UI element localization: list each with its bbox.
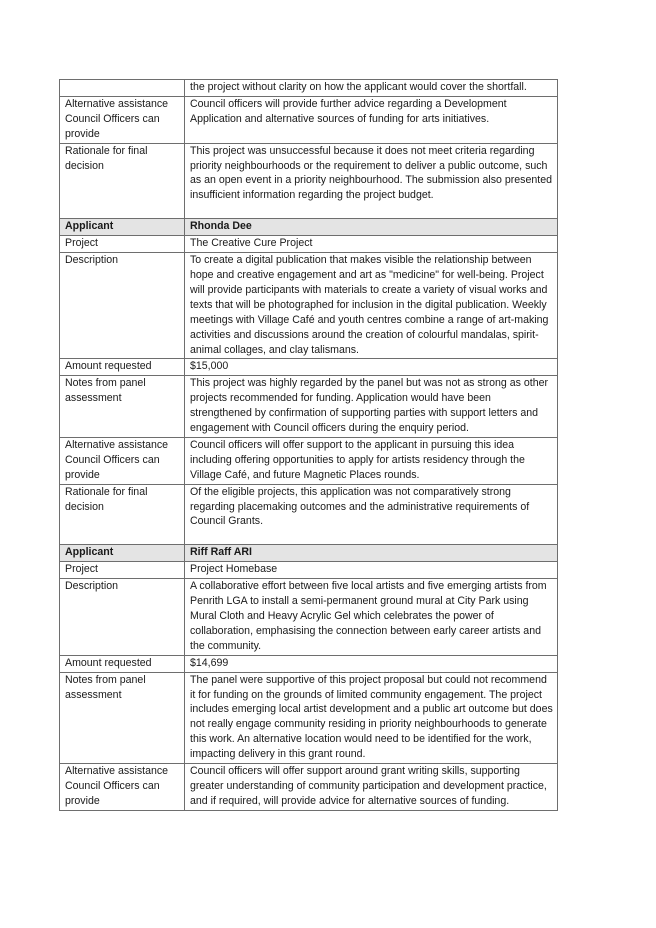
row-value: Council officers will provide further advice regarding a Development Application and alternative sources of funding for arts initiatives. [185,96,558,143]
row-value: Of the eligible projects, this application was not comparatively strong regarding placemaking outcomes and the administrative requirements of Council Grants. [185,484,558,545]
applicant-header-row [60,545,558,562]
row-label: Alternative assistance Council Officers can provide [60,437,185,484]
row-value: A collaborative effort between five local artists and five emerging artists from Penrith LGA to install a semi-permanent ground mural at City Park using Mural Cloth and Heavy Acrylic Gel which celebrates the power of collaboration, emphasising the connection between early career artists and the community. [185,579,558,656]
row-label: Alternative assistance Council Officers can provide [60,764,185,811]
row-value: $14,699 [185,655,558,672]
row-value: The Creative Cure Project [185,236,558,253]
row-value: Project Homebase [185,562,558,579]
row-value: This project was highly regarded by the panel but was not as strong as other projects recommended for funding. Application would have been strengthened by confirmation of supporting parties with support letters and engagement with Council officers during the enquiry period. [185,376,558,438]
applicant-header-row [60,219,558,236]
table-row [60,764,558,811]
table-row [60,484,558,545]
row-label: Rationale for final decision [60,143,185,219]
applicant-header-label: Applicant [60,545,185,562]
row-label [60,80,185,97]
table-row [60,80,558,97]
row-label: Rationale for final decision [60,484,185,545]
table-row [60,672,558,763]
row-label: Alternative assistance Council Officers can provide [60,96,185,143]
applicant-name: Riff Raff ARI [185,545,558,562]
row-value: the project without clarity on how the applicant would cover the shortfall. [185,80,558,97]
applications-table [59,79,558,811]
row-label: Notes from panel assessment [60,672,185,763]
table-row [60,437,558,484]
table-row [60,376,558,438]
row-value: Council officers will offer support around grant writing skills, supporting greater understanding of community participation and development practice, and if required, will provide advice for alternative sources of funding. [185,764,558,811]
row-label: Notes from panel assessment [60,376,185,438]
row-label: Description [60,253,185,359]
row-value: This project was unsuccessful because it does not meet criteria regarding priority neighbourhoods or the requirement to deliver a public outcome, such as an open event in a priority neighbourhood. The submission also presented insufficient information regarding the project budget. [185,143,558,219]
row-label: Amount requested [60,655,185,672]
table-row [60,359,558,376]
row-value: The panel were supportive of this project proposal but could not recommend it for funding on the grounds of limited community engagement. The project includes emerging local artist development and a public art outcome but does not really engage community residing in priority neighbourhoods to generate this work. An alternative location would need to be identified for the work, impacting delivery in this grant round. [185,672,558,763]
table-row [60,253,558,359]
row-label: Amount requested [60,359,185,376]
row-value: To create a digital publication that makes visible the relationship between hope and creative engagement and art as "medicine" for well-being. Project will provide participants with materials to create a variety of visual works and texts that will be photographed for inclusion in the digital publication. Weekly meetings with Village Café and youth centres combine a range of art-making activities and discussions around the creation of colourful mandalas, spirit-animal collages, and clay talismans. [185,253,558,359]
row-label: Project [60,562,185,579]
table-row [60,143,558,219]
row-label: Description [60,579,185,656]
document-page [59,79,557,811]
table-row [60,655,558,672]
table-row [60,96,558,143]
row-label: Project [60,236,185,253]
table-row [60,562,558,579]
row-value: Council officers will offer support to the applicant in pursuing this idea including offering opportunities to apply for artists residency through the Village Café, and future Magnetic Places rounds. [185,437,558,484]
row-value: $15,000 [185,359,558,376]
table-row [60,236,558,253]
applicant-header-label: Applicant [60,219,185,236]
applicant-name: Rhonda Dee [185,219,558,236]
table-row [60,579,558,656]
